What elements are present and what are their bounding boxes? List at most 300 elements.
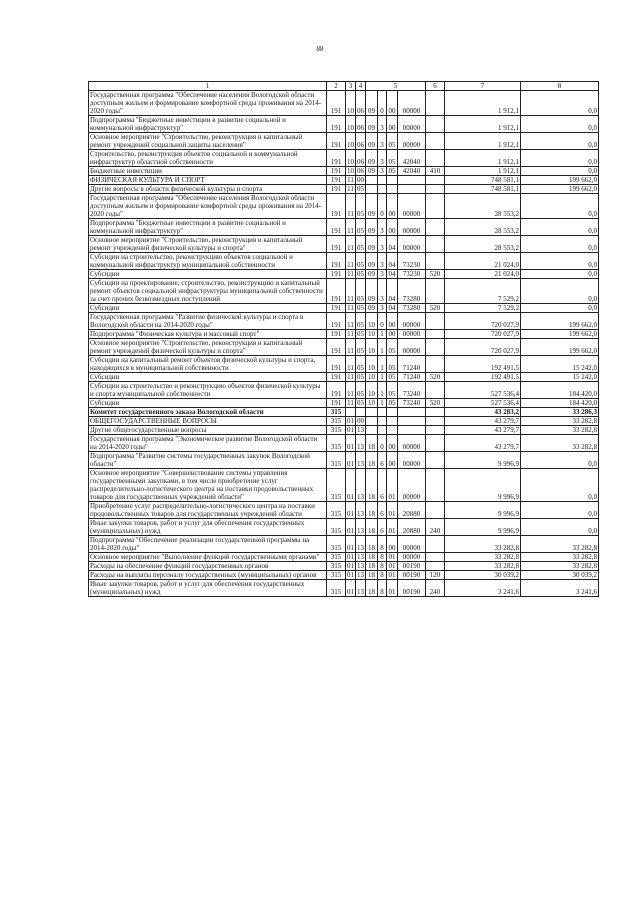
subsection-code: 13	[356, 452, 366, 469]
target-event-code: 00	[387, 194, 398, 219]
target-program-code: 18	[366, 435, 378, 452]
table-row	[89, 382, 599, 399]
expense-type-code: 520	[426, 270, 445, 279]
amount-col8: 33 282,8	[521, 417, 599, 426]
amount-col8: 0,0	[521, 133, 599, 150]
subsection-code: 00	[357, 417, 364, 425]
subsection-code: 06	[356, 116, 366, 133]
table-row	[89, 571, 599, 580]
target-subprogram-code: 8	[378, 580, 387, 597]
target-event-code	[387, 185, 398, 194]
subsection-code: 06	[357, 167, 364, 175]
chapter-code: 191	[327, 150, 346, 167]
table-row	[89, 469, 599, 502]
target-direction-code: 73230	[398, 253, 426, 270]
table-row	[89, 219, 599, 236]
table-row	[89, 236, 599, 253]
target-direction-code: 00190	[398, 571, 426, 580]
table-row	[89, 562, 599, 571]
chapter-code: 315	[327, 435, 346, 452]
target-program-code	[366, 176, 378, 185]
expense-type-code	[426, 279, 445, 304]
target-direction-code: 00000	[398, 339, 426, 356]
target-event-code: 00	[387, 116, 398, 133]
target-direction-code: 00000	[398, 133, 426, 150]
target-event-code: 05	[388, 399, 396, 407]
table-row	[89, 408, 599, 417]
row-name: Государственная программа "Обеспечение населения Вологодской области доступным жильем и формирование комфортной среды проживания на 2014-2020 годы"	[89, 91, 327, 116]
target-subprogram-code: 8	[378, 536, 387, 553]
target-subprogram-code: 6	[378, 502, 387, 519]
section-code: 01	[346, 502, 356, 519]
expense-type-code: 520	[426, 399, 445, 408]
section-code: 11	[346, 382, 356, 399]
target-direction-code: 71240	[398, 373, 426, 382]
amount-col8: 0,0	[521, 519, 599, 536]
expense-type-code	[426, 219, 445, 236]
table-row	[89, 313, 599, 330]
target-event-code: 00	[387, 313, 398, 330]
target-subprogram-code: 3	[378, 270, 387, 279]
section-code: 11	[347, 270, 354, 278]
amount-col7: 527 536,4	[445, 382, 521, 399]
section-code: 01	[346, 580, 356, 597]
table-row	[89, 417, 599, 426]
chapter-code: 191	[327, 373, 346, 382]
chapter-code: 315	[327, 469, 346, 502]
target-event-code: 01	[388, 553, 396, 561]
section-code: 11	[346, 219, 356, 236]
expense-type-code	[426, 236, 445, 253]
target-event-code: 04	[388, 270, 396, 278]
amount-col8: 0,0	[521, 236, 599, 253]
amount-col7: 527 536,4	[445, 399, 521, 408]
amount-col8: 0,0	[521, 279, 599, 304]
target-subprogram-code: 8	[378, 571, 387, 580]
chapter-code: 191	[327, 194, 346, 219]
table-row	[89, 270, 599, 279]
target-subprogram-code	[378, 426, 387, 435]
amount-col8: 15 242,0	[521, 373, 599, 382]
chapter-code: 191	[327, 185, 346, 194]
chapter-code: 191	[327, 116, 346, 133]
target-direction-code: 00000	[398, 219, 426, 236]
section-code: 11	[347, 176, 354, 184]
section-code: 11	[346, 279, 356, 304]
table-row	[89, 502, 599, 519]
row-name: Расходы на обеспечение функций государственных органов	[89, 562, 327, 571]
target-event-code: 05	[387, 150, 398, 167]
chapter-code: 315	[327, 417, 346, 426]
target-event-code: 04	[388, 304, 396, 312]
target-subprogram-code: 3	[378, 133, 387, 150]
target-direction-code: 00000	[398, 469, 426, 502]
chapter-code: 315	[327, 580, 346, 597]
amount-col8: 30 039,2	[521, 571, 599, 580]
target-program-code: 18	[366, 452, 378, 469]
row-name: Иные закупки товаров, работ и услуг для обеспечения государственных (муниципальных) нужд	[89, 519, 327, 536]
table-row	[89, 435, 599, 452]
target-program-code: 09	[366, 150, 378, 167]
expense-type-code: 410	[426, 167, 445, 176]
amount-col8: 33 282,8	[521, 536, 599, 553]
target-program-code: 09	[366, 91, 378, 116]
subsection-code: 13	[357, 553, 364, 561]
section-code: 11	[347, 399, 354, 407]
target-direction-code	[398, 417, 426, 426]
target-direction-code: 00000	[398, 435, 426, 452]
amount-col7: 28 553,2	[445, 194, 521, 219]
target-event-code: 01	[388, 571, 396, 579]
target-event-code: 00	[387, 536, 398, 553]
target-subprogram-code	[378, 176, 387, 185]
chapter-code: 191	[327, 304, 346, 313]
row-name: Иные закупки товаров, работ и услуг для обеспечения государственных (муниципальных) нужд	[89, 580, 327, 597]
section-code	[346, 408, 356, 417]
target-direction-code: 42040	[398, 150, 426, 167]
expense-type-code	[426, 469, 445, 502]
target-subprogram-code: 3	[378, 116, 387, 133]
target-event-code: 04	[387, 279, 398, 304]
row-name: Комитет государственного заказа Вологодской области	[89, 408, 327, 417]
subsection-code: 05	[357, 185, 364, 193]
expense-type-code: 120	[426, 571, 445, 580]
expense-type-code	[426, 313, 445, 330]
target-program-code: 18	[366, 562, 378, 571]
target-event-code: 05	[387, 356, 398, 373]
amount-col8: 0,0	[521, 270, 599, 279]
section-code: 01	[347, 571, 354, 579]
target-event-code: 04	[387, 253, 398, 270]
amount-col8: 0,0	[521, 150, 599, 167]
chapter-code: 191	[327, 279, 346, 304]
target-subprogram-code: 1	[378, 330, 387, 339]
expense-type-code	[426, 562, 445, 571]
target-program-code	[366, 408, 378, 417]
row-name: Другие общегосударственные вопросы	[89, 426, 327, 435]
expense-type-code: 520	[426, 373, 445, 382]
subsection-code: 13	[357, 562, 364, 570]
chapter-code: 315	[327, 502, 346, 519]
subsection-code: 13	[356, 502, 366, 519]
section-code: 11	[346, 313, 356, 330]
target-event-code: 00	[387, 91, 398, 116]
target-program-code: 10	[366, 373, 378, 382]
subsection-code: 05	[356, 219, 366, 236]
target-subprogram-code: 1	[378, 339, 387, 356]
target-subprogram-code: 0	[378, 194, 387, 219]
target-direction-code: 71240	[398, 356, 426, 373]
amount-col7: 748 581,1	[445, 176, 521, 185]
chapter-code: 191	[327, 219, 346, 236]
target-direction-code	[398, 176, 426, 185]
chapter-code: 315	[327, 408, 346, 417]
amount-col8: 0,0	[521, 116, 599, 133]
amount-col7: 1 912,1	[445, 116, 521, 133]
chapter-code: 191	[327, 382, 346, 399]
subsection-code: 05	[356, 236, 366, 253]
row-name: Основное мероприятие "Выполнение функций государственными органами"	[89, 553, 327, 562]
expense-type-code	[426, 356, 445, 373]
amount-col7: 7 529,2	[445, 279, 521, 304]
section-code: 01	[347, 553, 354, 561]
target-event-code: 00	[387, 219, 398, 236]
table-row	[89, 356, 599, 373]
amount-col8: 199 662,0	[521, 185, 599, 194]
target-subprogram-code: 0	[378, 91, 387, 116]
table-row	[89, 133, 599, 150]
amount-col7: 43 279,7	[445, 426, 521, 435]
target-subprogram-code: 3	[378, 219, 387, 236]
target-event-code: 00	[387, 452, 398, 469]
section-code: 01	[347, 426, 354, 434]
amount-col8: 0,0	[521, 469, 599, 502]
target-subprogram-code: 3	[378, 150, 387, 167]
expense-type-code: 520	[426, 304, 445, 313]
target-event-code: 01	[387, 580, 398, 597]
target-direction-code: 73240	[398, 382, 426, 399]
target-event-code: 05	[388, 167, 396, 175]
target-program-code: 18	[366, 536, 378, 553]
target-subprogram-code	[378, 185, 387, 194]
chapter-code: 191	[327, 356, 346, 373]
amount-col8: 0,0	[521, 253, 599, 270]
row-name: Подпрограмма "Бюджетные инвестиции в развитие социальной и коммунальной инфраструктур"	[89, 219, 327, 236]
target-program-code: 18	[366, 502, 378, 519]
expense-type-code	[426, 150, 445, 167]
expense-type-code: 240	[426, 580, 445, 597]
amount-col7: 720 027,9	[445, 313, 521, 330]
target-program-code: 09	[366, 270, 378, 279]
subsection-code: 13	[356, 519, 366, 536]
subsection-code	[356, 408, 366, 417]
amount-col8: 0,0	[521, 194, 599, 219]
section-code: 11	[347, 373, 354, 381]
target-event-code: 04	[387, 236, 398, 253]
target-program-code: 09	[366, 133, 378, 150]
header-cell: 5	[366, 82, 426, 91]
target-event-code: 00	[387, 435, 398, 452]
section-code: 10	[346, 150, 356, 167]
section-code: 01	[346, 536, 356, 553]
subsection-code: 05	[357, 330, 364, 338]
target-subprogram-code	[378, 408, 387, 417]
header-cell: 7	[445, 82, 521, 91]
row-name: Субсидии	[89, 304, 327, 313]
subsection-code: 05	[356, 382, 366, 399]
subsection-code: 05	[357, 270, 364, 278]
page-number: 88	[316, 45, 324, 53]
target-event-code: 01	[387, 502, 398, 519]
target-direction-code: 00190	[398, 562, 426, 571]
amount-col8: 184 420,0	[521, 399, 599, 408]
section-code: 01	[347, 417, 354, 425]
target-direction-code: 00000	[398, 452, 426, 469]
amount-col8: 33 282,8	[521, 435, 599, 452]
target-event-code	[387, 176, 398, 185]
amount-col7: 30 039,2	[445, 571, 521, 580]
target-subprogram-code: 1	[378, 356, 387, 373]
target-event-code	[387, 417, 398, 426]
subsection-code: 13	[357, 571, 364, 579]
subsection-code: 05	[357, 373, 364, 381]
target-subprogram-code: 3	[378, 279, 387, 304]
expense-type-code	[426, 176, 445, 185]
row-name: Субсидии	[89, 373, 327, 382]
target-direction-code: 00000	[398, 313, 426, 330]
target-program-code	[366, 426, 378, 435]
row-name: Субсидии	[89, 399, 327, 408]
target-direction-code	[398, 185, 426, 194]
amount-col7: 1 912,1	[445, 167, 521, 176]
section-code: 11	[346, 356, 356, 373]
target-direction-code: 00000	[398, 536, 426, 553]
target-program-code: 18	[366, 580, 378, 597]
table-row	[89, 339, 599, 356]
amount-col7: 21 024,0	[445, 270, 521, 279]
chapter-code: 191	[327, 270, 346, 279]
target-program-code: 18	[366, 571, 378, 580]
subsection-code: 06	[356, 150, 366, 167]
chapter-code: 315	[327, 519, 346, 536]
amount-col8: 15 242,0	[521, 356, 599, 373]
target-program-code: 09	[366, 167, 378, 176]
target-program-code: 18	[366, 469, 378, 502]
subsection-code: 13	[356, 469, 366, 502]
amount-col7: 1 912,1	[445, 91, 521, 116]
chapter-code: 315	[327, 452, 346, 469]
target-program-code	[366, 417, 378, 426]
expense-type-code	[426, 253, 445, 270]
table-row	[89, 176, 599, 185]
row-name: Основное мероприятие "Строительство, реконструкция и капитальный ремонт учреждений физической культуры и спорта"	[89, 339, 327, 356]
expense-type-code	[426, 435, 445, 452]
target-direction-code: 73230	[398, 270, 426, 279]
target-direction-code: 42040	[398, 167, 426, 176]
target-direction-code: 00190	[398, 580, 426, 597]
expense-type-code	[426, 417, 445, 426]
header-cell: 3	[346, 82, 356, 91]
row-name: Бюджетные инвестиции	[89, 167, 327, 176]
table-row	[89, 373, 599, 382]
target-subprogram-code: 3	[378, 167, 387, 176]
expense-type-code	[426, 185, 445, 194]
row-name: ФИЗИЧЕСКАЯ КУЛЬТУРА И СПОРТ	[89, 176, 327, 185]
row-name: Подпрограмма "Обеспечение реализации государственной программы на 2014-2020 годы"	[89, 536, 327, 553]
target-event-code: 05	[388, 373, 396, 381]
amount-col7: 28 553,2	[445, 219, 521, 236]
target-subprogram-code: 6	[378, 469, 387, 502]
amount-col7: 192 491,5	[445, 356, 521, 373]
subsection-code: 05	[356, 194, 366, 219]
row-name: Государственная программа "Обеспечение населения Вологодской области доступным жильем и формирование комфортной среды проживания на 2014-2020 годы"	[89, 194, 327, 219]
row-name: Субсидии на строительство, реконструкцию объектов социальной и коммунальной инфраструктур муниципальной собственности	[89, 253, 327, 270]
header-cell: 6	[426, 82, 445, 91]
amount-col7: 1 912,1	[445, 150, 521, 167]
expense-type-code	[426, 382, 445, 399]
amount-col8: 33 282,8	[521, 426, 599, 435]
table-row	[89, 185, 599, 194]
target-direction-code: 00000	[398, 116, 426, 133]
amount-col7: 7 529,2	[445, 304, 521, 313]
target-program-code: 10	[366, 382, 378, 399]
target-program-code: 10	[366, 313, 378, 330]
chapter-code: 191	[327, 176, 346, 185]
section-code: 01	[347, 562, 354, 570]
chapter-code: 191	[327, 91, 346, 116]
chapter-code: 191	[327, 253, 346, 270]
target-subprogram-code: 0	[378, 435, 387, 452]
row-name: Основное мероприятие "Строительство, реконструкция и капитальный ремонт учреждений социальной защиты населения"	[89, 133, 327, 150]
section-code: 11	[346, 253, 356, 270]
amount-col8: 0,0	[521, 502, 599, 519]
target-program-code: 09	[366, 236, 378, 253]
amount-col7: 43 279,7	[445, 417, 521, 426]
header-cell: 2	[327, 82, 346, 91]
expense-type-code	[426, 116, 445, 133]
section-code: 10	[346, 133, 356, 150]
target-event-code	[387, 426, 398, 435]
amount-col8: 199 662,0	[521, 313, 599, 330]
amount-col7: 43 279,7	[445, 435, 521, 452]
target-event-code: 05	[387, 133, 398, 150]
chapter-code: 315	[327, 536, 346, 553]
target-program-code: 09	[366, 253, 378, 270]
row-name: Субсидии на строительство и реконструкцию объектов физической культуры и спорта муниципальной собственности	[89, 382, 327, 399]
amount-col8: 0,0	[521, 304, 599, 313]
subsection-code: 05	[356, 279, 366, 304]
target-subprogram-code	[378, 417, 387, 426]
subsection-code: 05	[356, 313, 366, 330]
row-name: Строительство, реконструкция объектов социальной и коммунальной инфраструктур областной собственности	[89, 150, 327, 167]
expense-type-code: 240	[426, 519, 445, 536]
subsection-code: 13	[356, 536, 366, 553]
target-event-code: 01	[387, 519, 398, 536]
amount-col7: 720 027,9	[445, 330, 521, 339]
chapter-code: 191	[327, 313, 346, 330]
table-header-row	[89, 82, 599, 91]
expense-type-code	[426, 133, 445, 150]
target-subprogram-code: 1	[378, 382, 387, 399]
chapter-code: 191	[327, 133, 346, 150]
table-row	[89, 330, 599, 339]
subsection-code: 05	[356, 253, 366, 270]
row-name: Подпрограмма "Физическая культура и массовый спорт"	[89, 330, 327, 339]
row-name: Основное мероприятие "Строительство, реконструкция и капитальный ремонт учреждений физической культуры и спорта"	[89, 236, 327, 253]
amount-col7: 192 491,5	[445, 373, 521, 382]
target-subprogram-code: 0	[378, 313, 387, 330]
amount-col7: 748 581,1	[445, 185, 521, 194]
section-code: 11	[347, 330, 354, 338]
section-code: 01	[346, 452, 356, 469]
target-direction-code: 20880	[398, 502, 426, 519]
amount-col8: 199 662,0	[521, 176, 599, 185]
budget-table	[88, 81, 599, 597]
target-program-code: 10	[366, 399, 378, 408]
chapter-code: 191	[327, 236, 346, 253]
table-row	[89, 116, 599, 133]
chapter-code: 315	[327, 562, 346, 571]
target-subprogram-code: 1	[378, 399, 387, 408]
row-name: Основное мероприятие "Совершенствование системы управления государственными закупками, в том числе приобретение услуг распределительно-логистического центра на поставки продовольственных товаров для государственных учреждений области"	[89, 469, 327, 502]
row-name: Подпрограмма "Развитие системы государственных закупок Вологодской области"	[89, 452, 327, 469]
amount-col8: 33 286,3	[521, 408, 599, 417]
chapter-code: 191	[327, 167, 346, 176]
section-code: 11	[346, 236, 356, 253]
target-direction-code: 00000	[398, 330, 426, 339]
target-direction-code	[398, 408, 426, 417]
header-cell: 4	[356, 82, 366, 91]
